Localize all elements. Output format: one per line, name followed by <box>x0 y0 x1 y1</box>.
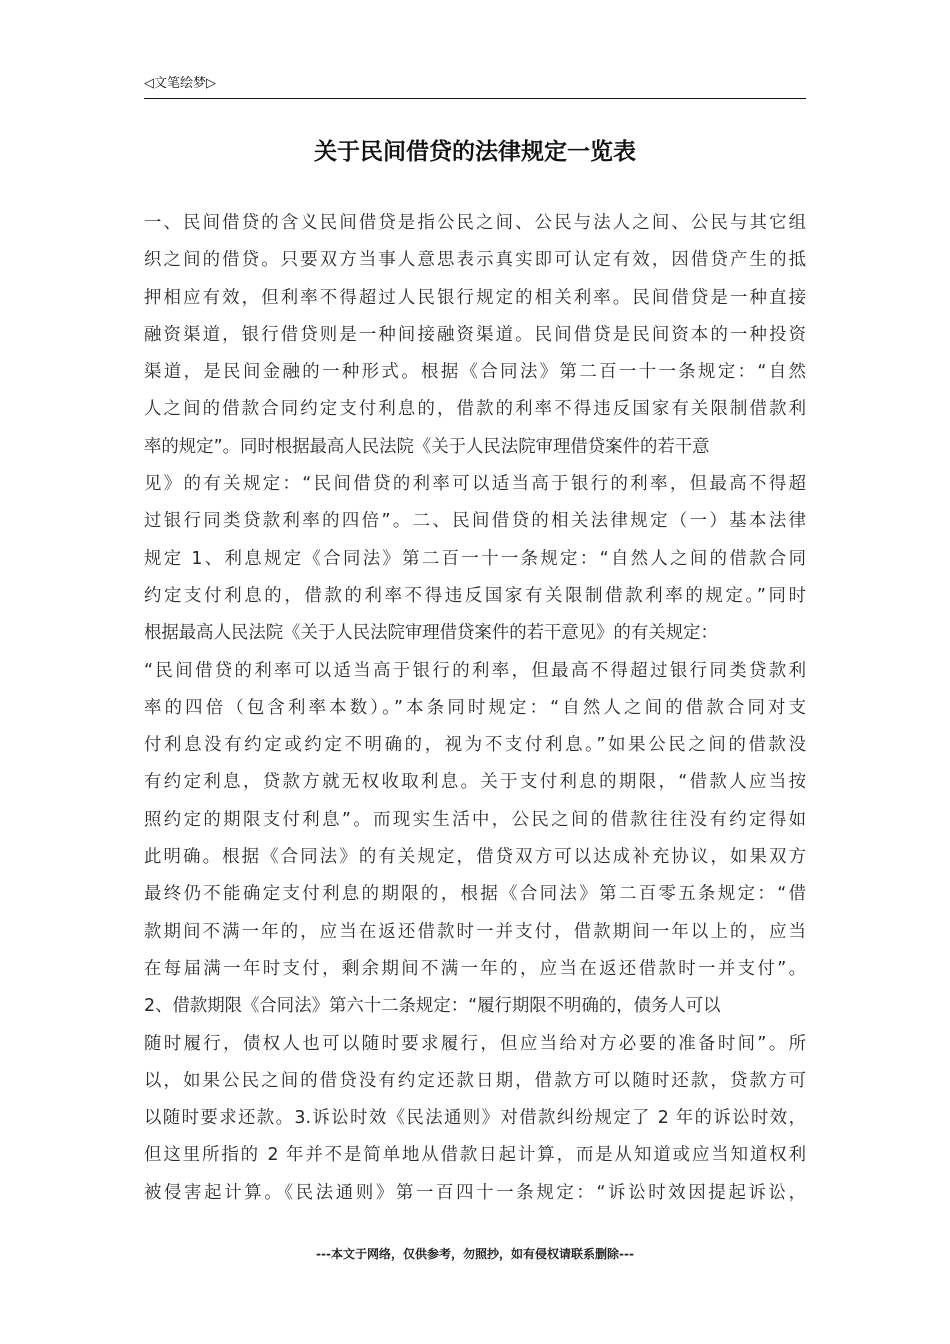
left-triangle-icon: ◁ <box>144 76 154 91</box>
body-line: 付利息没有约定或约定不明确的，视为不支付利息。”如果公民之间的借款没 <box>144 735 806 756</box>
document-title: 关于民间借贷的法律规定一览表 <box>314 138 636 165</box>
body-line: 一、民间借贷的含义民间借贷是指公民之间、公民与法人之间、公民与其它组 <box>144 213 806 233</box>
body-line: “民间借贷的利率可以适当高于银行的利率，但最高不得超过银行同类贷款利 <box>144 660 806 681</box>
header-brand: 文笔绘梦 <box>154 76 207 91</box>
body-line: 织之间的借贷。只要双方当事人意思表示真实即可认定有效，因借贷产生的抵 <box>144 250 806 271</box>
body-line: 押相应有效，但利率不得超过人民银行规定的相关利率。民间借贷是一种直接 <box>144 287 806 308</box>
body-line: 见》的有关规定：“民间借贷的利率可以适当高于银行的利率，但最高不得超 <box>144 474 806 495</box>
body-line: 款期间不满一年的，应当在返还借款时一并支付，借款期间一年以上的，应当 <box>144 921 806 942</box>
body-line: 根据最高人民法院《关于人民法院审理借贷案件的若干意见》的有关规定： <box>144 623 718 644</box>
body-line: 渠道，是民间金融的一种形式。根据《合同法》第二百一十一条规定：“自然 <box>144 362 806 383</box>
body-line: 融资渠道，银行借贷则是一种间接融资渠道。民间借贷是民间资本的一种投资 <box>144 324 806 345</box>
body-line: 随时履行，债权人也可以随时要求履行，但应当给对方必要的准备时间”。所 <box>144 1033 806 1054</box>
body-line: 率的四倍（包含利率本数）。”本条同时规定：“自然人之间的借款合同对支 <box>144 697 806 718</box>
body-line: 被侵害起计算。《民法通则》第一百四十一条规定：“诉讼时效因提起诉讼， <box>144 1182 806 1203</box>
body-line: 有约定利息，贷款方就无权收取利息。关于支付利息的期限，“借款人应当按 <box>144 772 806 793</box>
body-line: 以随时要求还款。3.诉讼时效《民法通则》对借款纠纷规定了 2 年的诉讼时效， <box>144 1108 806 1129</box>
document-body <box>144 205 806 1212</box>
body-line: 规定 1、利息规定《合同法》第二百一十一条规定：“自然人之间的借款合同 <box>144 548 806 569</box>
body-line: 最终仍不能确定支付利息的期限的，根据《合同法》第二百零五条规定：“借 <box>144 884 806 905</box>
body-line: 以，如果公民之间的借贷没有约定还款日期，借款方可以随时还款，贷款方可 <box>144 1070 806 1091</box>
body-line: 此明确。根据《合同法》的有关规定，借贷双方可以达成补充协议，如果双方 <box>144 847 806 868</box>
body-line: 约定支付利息的，借款的利率不得违反国家有关限制借款利率的规定。”同时 <box>144 585 806 606</box>
body-line: 在每届满一年时支付，剩余期间不满一年的，应当在返还借款时一并支付”。 <box>144 958 806 979</box>
footer-notice: ---本文于网络，仅供参考，勿照抄，如有侵权请联系删除--- <box>316 1247 634 1261</box>
page-header <box>144 74 806 99</box>
body-line: 率的规定”。同时根据最高人民法院《关于人民法院审理借贷案件的若干意 <box>144 436 710 457</box>
body-line: 过银行同类贷款利率的四倍”。二、民间借贷的相关法律规定（一）基本法律 <box>144 511 806 532</box>
body-line: 但这里所指的 2 年并不是简单地从借款日起计算，而是从知道或应当知道权利 <box>144 1145 806 1166</box>
body-line: 人之间的借款合同约定支付利息的，借款的利率不得违反国家有关限制借款利 <box>144 399 806 420</box>
body-line: 2、借款期限《合同法》第六十二条规定：“履行期限不明确的，债务人可以 <box>144 996 721 1017</box>
body-line: 照约定的期限支付利息”。而现实生活中，公民之间的借款往往没有约定得如 <box>144 809 806 830</box>
right-triangle-icon: ▷ <box>206 76 217 91</box>
